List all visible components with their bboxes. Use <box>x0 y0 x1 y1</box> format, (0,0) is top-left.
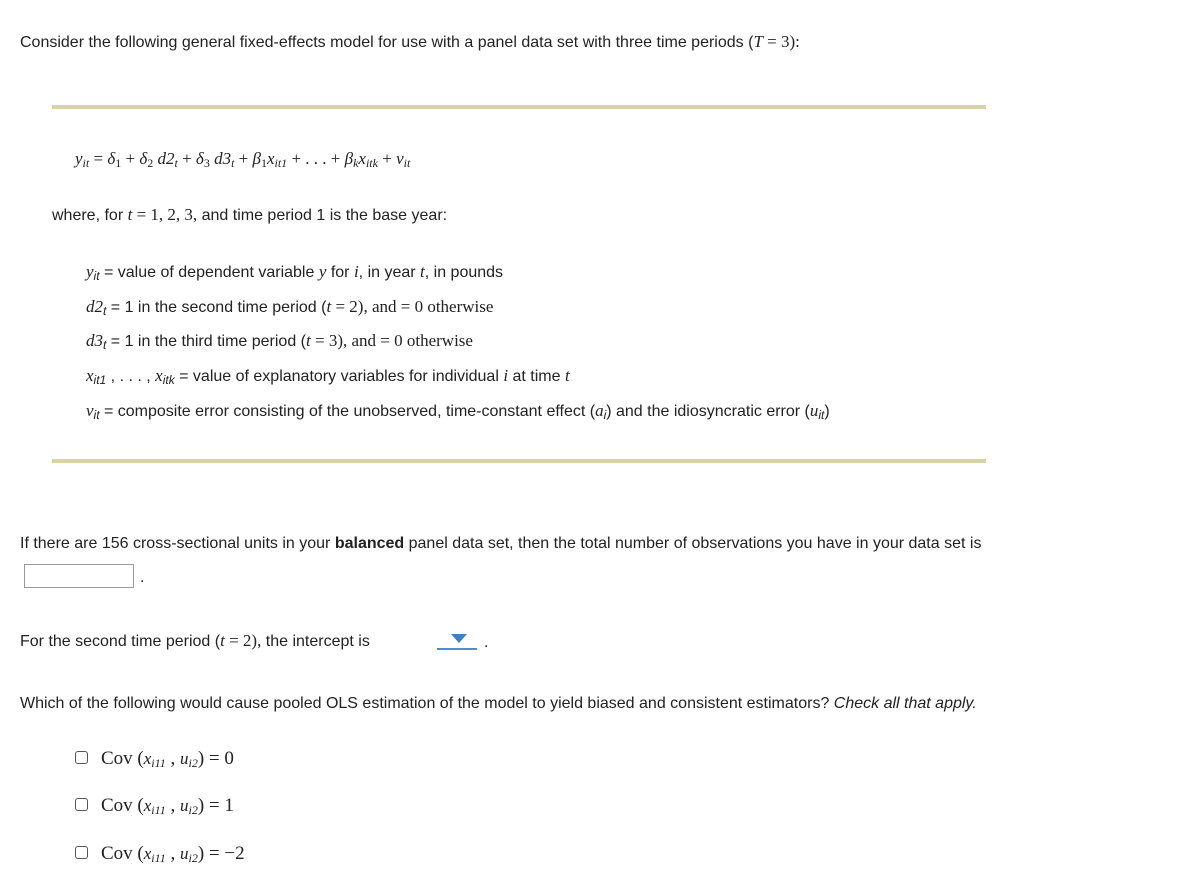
definition-d2: $d2_t = 1$ in the second time period (t = 2), and = 0 otherwise <box>86 297 494 318</box>
bottom-divider <box>52 459 986 463</box>
intercept-dropdown[interactable] <box>437 630 477 650</box>
model-equation: $y_{it} = \delta_1 + \delta_2$ $d2_t + \delta_3$ $d3_t + \beta_1x_{it1}$ + . . . + $\beta_kx_{itk} + v_{it}$ <box>75 149 411 170</box>
option-checkbox-1[interactable] <box>75 751 88 764</box>
definition-y: $y_{it}$ = value of dependent variable y for i, in year t, in pounds <box>86 262 504 283</box>
question-observations: If there are 156 cross-sectional units in your balanced panel data set, then the total number of observations you have in your data set is <box>20 535 982 552</box>
option-label-3: Cov ($x_{i11}$ , $u_{i2}) = -2$ <box>101 843 245 865</box>
top-divider <box>52 105 986 109</box>
intro-text: Consider the following general fixed-effects model for use with a panel data set with three time periods (T = 3): <box>20 32 800 51</box>
option-checkbox-3[interactable] <box>75 846 88 859</box>
observations-input[interactable] <box>24 564 134 588</box>
definition-v: $v_{it}$ = composite error consisting of the unobserved, time-constant effect $(a_i)$ and the idiosyncratic error $(u_{it})$ <box>86 401 830 422</box>
period-2: . <box>484 634 489 651</box>
period-1: . <box>140 569 145 586</box>
option-label-1: Cov ($x_{i11}$ , $u_{i2}) = 0$ <box>101 748 234 770</box>
dropdown-arrow-icon <box>451 634 467 643</box>
question-intercept: For the second time period (t = 2), the intercept is <box>20 631 370 650</box>
question-pooled-ols: Which of the following would cause pooled OLS estimation of the model to yield biased and consistent estimators? Check all that apply. <box>20 695 977 712</box>
where-text: where, for t = 1, 2, 3, and time period 1 is the base year: <box>52 205 448 224</box>
definition-x: $x_{it1}$ , . . . , $x_{itk}$ = value of explanatory variables for individual i at time t <box>86 366 570 387</box>
option-label-2: Cov ($x_{i11}$ , $u_{i2}) = 1$ <box>101 795 234 817</box>
option-checkbox-2[interactable] <box>75 798 88 811</box>
definition-d3: $d3_t = 1$ in the third time period (t = 3), and = 0 otherwise <box>86 331 473 352</box>
